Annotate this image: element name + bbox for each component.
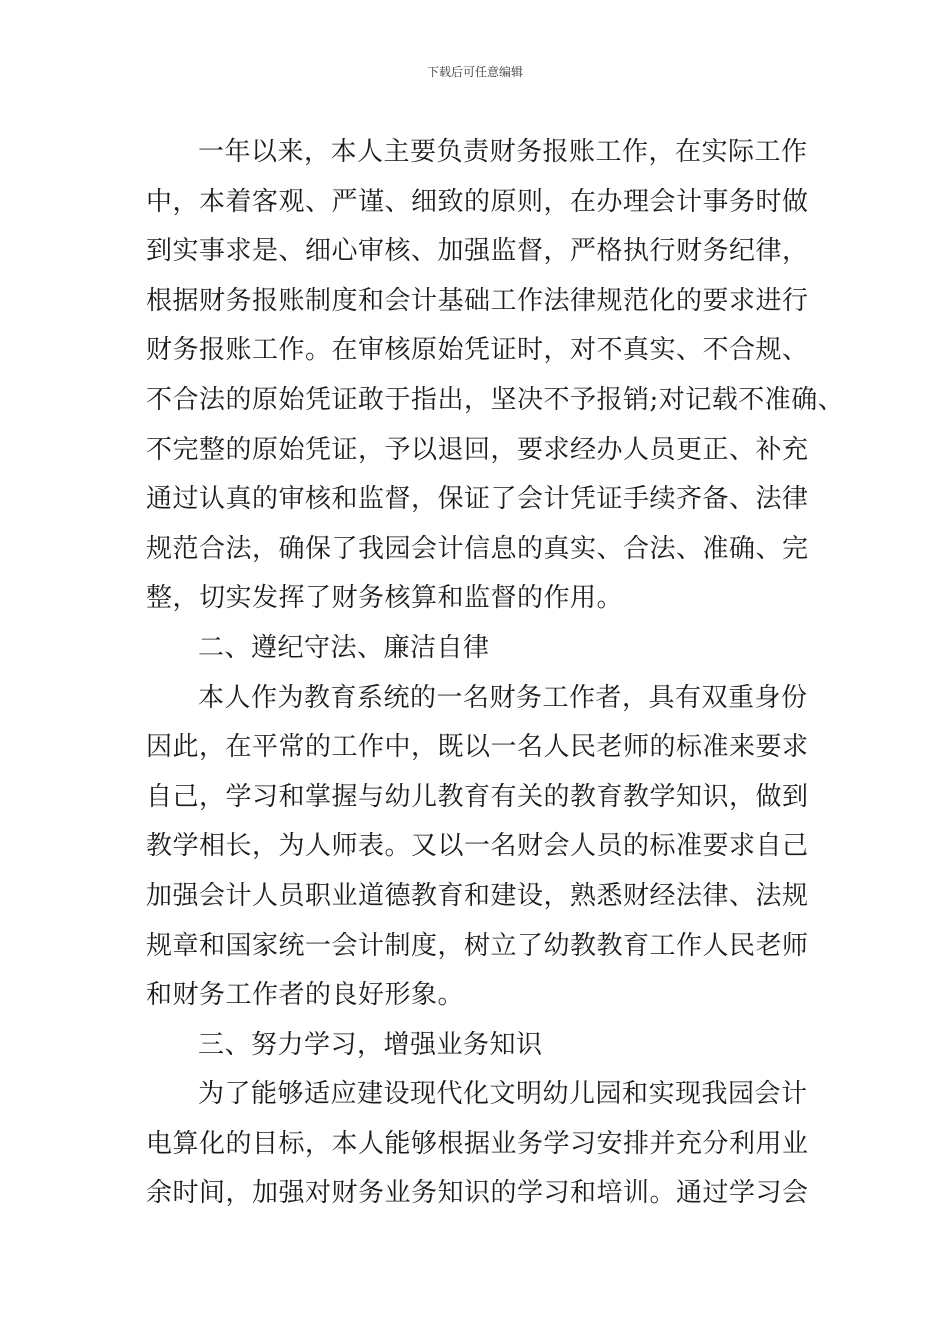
text-line: 财务报账工作。在审核原始凭证时，对不真实、不合规、 <box>146 335 809 366</box>
text-line: 电算化的目标，本人能够根据业务学习安排并充分利用业 <box>146 1128 809 1159</box>
text-line: 不合法的原始凭证敢于指出，坚决不予报销;对记载不准确、 <box>146 384 845 415</box>
page-header-note: 下载后可任意编辑 <box>426 65 523 79</box>
text-line: 通过认真的审核和监督，保证了会计凭证手续齐备、法律 <box>146 484 809 515</box>
section-heading: 三、努力学习，增强业务知识 <box>198 1029 543 1060</box>
text-line: 规范合法，确保了我园会计信息的真实、合法、准确、完 <box>146 533 809 564</box>
text-line: 不完整的原始凭证，予以退回，要求经办人员更正、补充 <box>146 434 809 465</box>
text-line: 到实事求是、细心审核、加强监督，严格执行财务纪律， <box>146 236 809 267</box>
text-line: 中，本着客观、严谨、细致的原则，在办理会计事务时做 <box>146 186 809 217</box>
text-line: 本人作为教育系统的一名财务工作者，具有双重身份 <box>198 682 808 713</box>
text-line: 余时间，加强对财务业务知识的学习和培训。通过学习会 <box>146 1178 809 1209</box>
text-line: 根据财务报账制度和会计基础工作法律规范化的要求进行 <box>146 285 809 316</box>
text-line: 加强会计人员职业道德教育和建设，熟悉财经法律、法规 <box>146 880 809 911</box>
text-line: 和财务工作者的良好形象。 <box>146 980 465 1011</box>
text-line: 教学相长，为人师表。又以一名财会人员的标准要求自己 <box>146 831 809 862</box>
text-line: 规章和国家统一会计制度，树立了幼教教育工作人民老师 <box>146 930 809 961</box>
text-line: 自己，学习和掌握与幼儿教育有关的教育教学知识，做到 <box>146 781 809 812</box>
text-line: 因此，在平常的工作中，既以一名人民老师的标准来要求 <box>146 732 809 763</box>
text-line: 整，切实发挥了财务核算和监督的作用。 <box>146 583 624 614</box>
text-line: 为了能够适应建设现代化文明幼儿园和实现我园会计 <box>198 1079 808 1110</box>
section-heading: 二、遵纪守法、廉洁自律 <box>198 632 490 663</box>
text-line: 一年以来，本人主要负责财务报账工作，在实际工作 <box>198 137 808 167</box>
document-body <box>146 128 845 1219</box>
